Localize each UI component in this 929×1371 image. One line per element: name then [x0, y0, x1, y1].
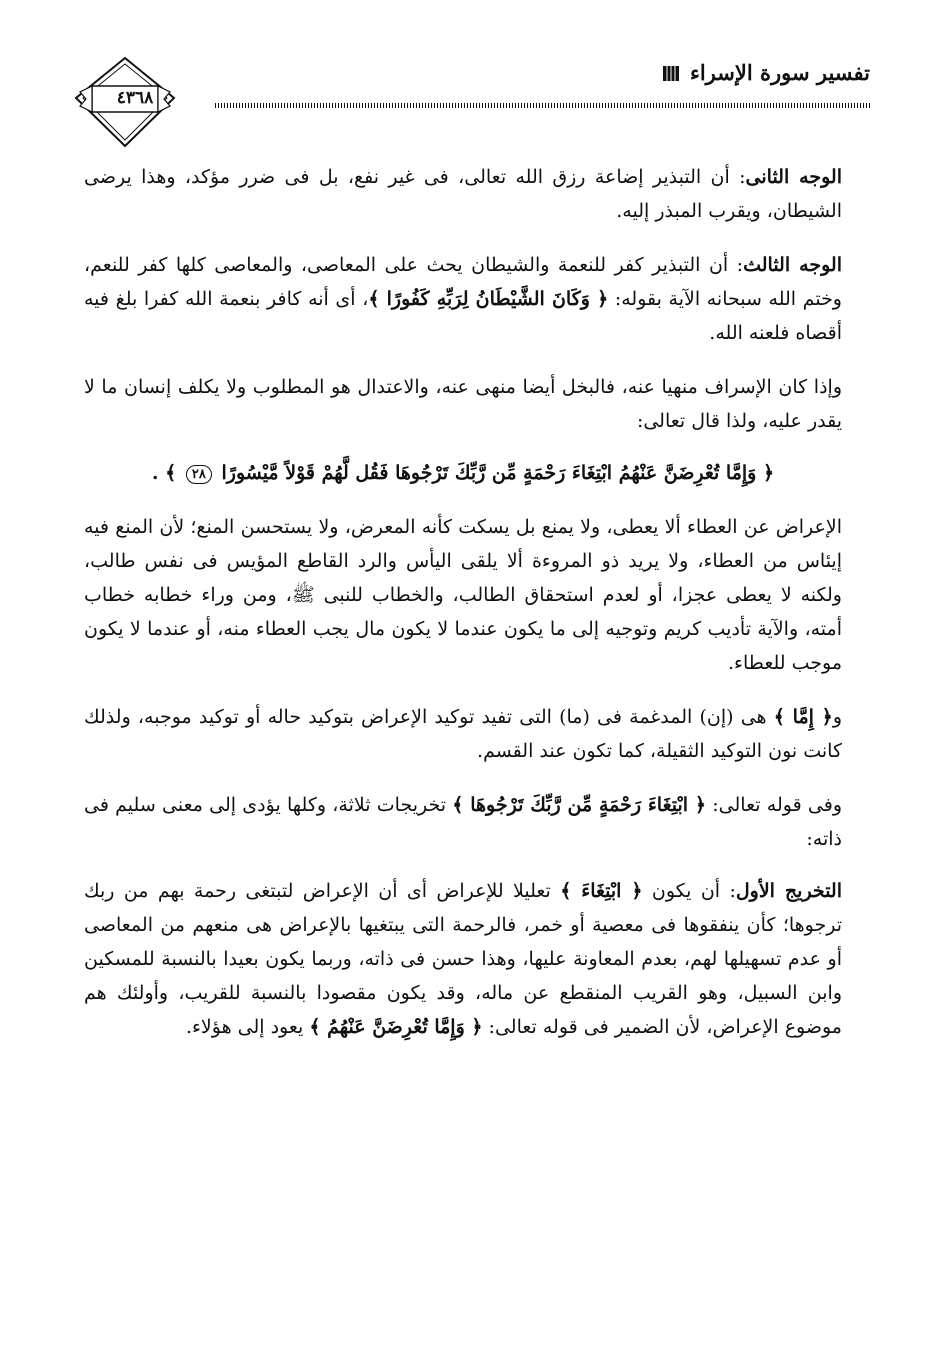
paragraph-text: : أن التبذير إضاعة رزق الله تعالى، فى غير نفع، بل فى ضرر مؤكد، وهذا يرضى الشيطان، ويقرب المبذر إليه. [84, 166, 842, 222]
heading-second-aspect: الوجه الثانى [745, 166, 842, 188]
page-header [70, 58, 870, 148]
heading-first-interpretation: التخريج الأول [735, 880, 843, 902]
paragraph-text: و [832, 706, 842, 728]
paragraph-text: ، أى أنه كافر بنعمة الله كفرا بلغ فيه أقصاه فلعنه الله. [84, 288, 842, 344]
paragraph-text: وفى قوله تعالى: [706, 794, 842, 816]
paragraph-text: : أن التبذير كفر للنعمة والشيطان يحث على المعاصى، والمعاصى كلها كفر للنعم، وختم الله سبحانه الآية بقوله: [84, 254, 842, 310]
paragraph-three-interpretations [84, 788, 842, 856]
quran-quote: ﴿ إِمَّا ﴾ [773, 706, 833, 728]
quran-quote: ﴿ ابْتِغَاءَ ﴾ [560, 880, 643, 902]
quran-quote: ﴿ وَكَانَ الشَّيْطَانُ لِرَبِّهِ كَفُورًا ﴾ [368, 288, 609, 310]
ayah-number: ٢٨ [186, 465, 212, 484]
running-title: تفسير سورة الإسراء [689, 60, 870, 85]
paragraph-imma [84, 700, 842, 768]
paragraph-third-aspect [84, 248, 842, 350]
verse-text: ﴿ وَإِمَّا تُعْرِضَنَّ عَنْهُمُ ابْتِغَاءَ رَحْمَةٍ مِّن رَّبِّكَ تَرْجُوهَا فَقُل لَّهُمْ قَوْلاً مَّيْسُورًا [221, 462, 775, 484]
header-rule [215, 103, 870, 108]
title-ornament-icon [662, 65, 680, 82]
paragraph-first-interpretation [84, 874, 842, 1044]
quran-verse [84, 456, 842, 490]
paragraph-moderation [84, 370, 842, 438]
paragraph-text: الإعراض عن العطاء ألا يعطى، ولا يمنع بل يسكت كأنه المعرض، ولا يستحسن المنع؛ لأن المنع فيه إيئاس من العطاء، ولا يريد ذو المروءة ألا يلقى اليأس والرد القاطع المؤيس فى نفس طالب، ولكنه لا يعطى عجزا، أو لعدم استحقاق الطالب، والخطاب للنبى ﷺ، ومن وراء خطابه خطاب أمته، والآية تأديب كريم وتوجيه إلى ما يكون عندما لا يكون مال يجب العطاء منه، أو عندما لا يكون موجب للعطاء. [84, 516, 842, 674]
quran-quote: ﴿ ابْتِغَاءَ رَحْمَةٍ مِّن رَّبِّكَ تَرْجُوهَا ﴾ [452, 794, 707, 816]
heading-third-aspect: الوجه الثالث [743, 254, 842, 276]
verse-closing: ﴾ . [151, 462, 177, 484]
page-body [84, 160, 842, 1064]
paragraph-text: : أن يكون [642, 880, 736, 902]
paragraph-text: هى (إن) المدغمة فى (ما) التى تفيد توكيد الإعراض بتوكيد حاله أو توكيد موجبه، ولذلك كانت نون التوكيد الثقيلة، كما تكون عند القسم. [84, 706, 842, 762]
paragraph-second-aspect [84, 160, 842, 228]
page-number: ٤٣٦٨ [116, 88, 154, 108]
quran-quote: ﴿ وَإِمَّا تُعْرِضَنَّ عَنْهُمُ ﴾ [309, 1016, 483, 1038]
paragraph-text: تعليلا للإعراض أى أن الإعراض لتبتغى رحمة بهم من ربك ترجوها؛ كأن ينفقوها فى معصية أو خمر، فالرحمة التى يبتغيها بالإعراض هى منعهم من المعاصى أو عدم تسهيلها لهم، بعدم المعاونة عليها، وهذا حسن فى ذاته، وربما يكون بعيدا بالنسبة للمسكين وابن السبيل، وهو القريب المنقطع عن ماله، وقد يكون مقصودا بالنسبة للقريب، وأولئك هم موضوع الإعراض، لأن الضمير فى قوله تعالى: [84, 880, 842, 1038]
paragraph-turning-away [84, 510, 842, 680]
paragraph-text: تخريجات ثلاثة، وكلها يؤدى إلى معنى سليم فى ذاته: [84, 794, 842, 850]
paragraph-text: وإذا كان الإسراف منهيا عنه، فالبخل أيضا منهى عنه، والاعتدال هو المطلوب ولا يكلف إنسان ما لا يقدر عليه، ولذا قال تعالى: [84, 376, 842, 432]
paragraph-text: يعود إلى هؤلاء. [185, 1016, 310, 1038]
